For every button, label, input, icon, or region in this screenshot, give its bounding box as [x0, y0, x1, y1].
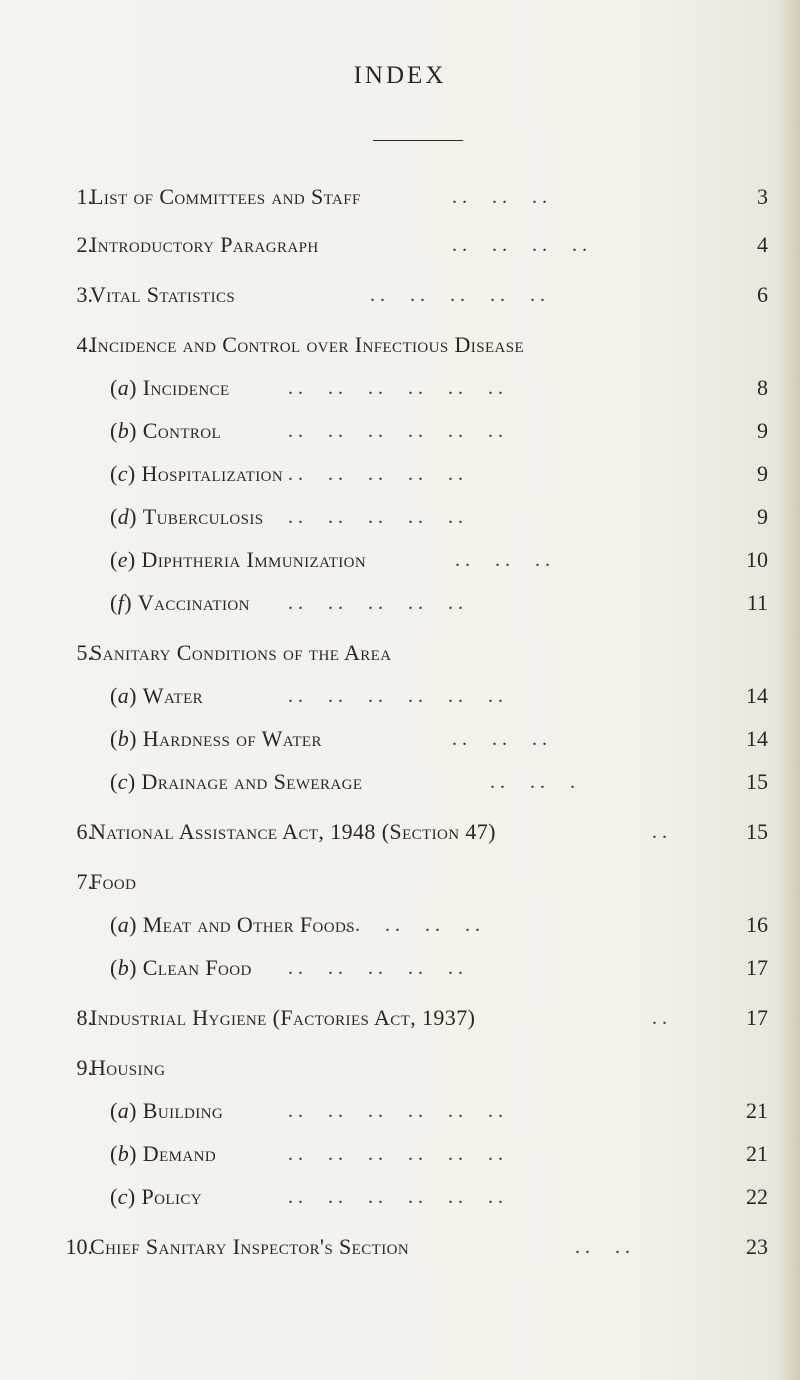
entry-label: List of Committees and Staff [90, 184, 361, 209]
index-entry [0, 1001, 800, 1035]
entry-label: Food [90, 869, 137, 894]
entry-label: National Assistance Act, 1948 (Section 47) [90, 819, 496, 844]
entry-letter: a [117, 912, 130, 937]
entry-text: Demand [142, 1141, 217, 1166]
dot-leader: . . [652, 821, 667, 843]
entry-label: (b) Demand [110, 1141, 217, 1166]
dot-leader: . . . . . . . . . . [288, 463, 463, 485]
entry-text: Hardness of Water [142, 726, 322, 751]
entry-number: 10. [65, 1234, 93, 1259]
index-entry [0, 1094, 800, 1128]
entry-number: 1. [76, 184, 93, 209]
index-entry [0, 1051, 800, 1085]
dot-leader: . . . . . . . . . . . . [288, 1186, 503, 1208]
dot-leader: . . . . . . . . . . [288, 506, 463, 528]
entry-letter: c [117, 1184, 128, 1209]
entry-letter: c [117, 769, 128, 794]
index-entry [0, 1180, 800, 1214]
dot-leader: . . . . . . . . . . [288, 957, 463, 979]
index-entry [0, 278, 800, 312]
page-number: 8 [757, 375, 768, 400]
entry-text: Vaccination [137, 590, 250, 615]
entry-text: Meat and Other Foods [142, 912, 355, 937]
entry-letter: a [117, 683, 130, 708]
page-number: 14 [746, 683, 768, 708]
entry-number: 8. [76, 1005, 93, 1030]
entry-label: (a) Building [110, 1098, 224, 1123]
entry-label: (a) Meat and Other Foods [110, 912, 355, 937]
page-number: 6 [757, 282, 768, 307]
entry-text: Incidence [142, 375, 230, 400]
entry-letter: b [117, 418, 130, 443]
dot-leader: . . . . . [490, 771, 575, 793]
entry-label: Chief Sanitary Inspector's Section [90, 1234, 410, 1259]
dot-leader: . . . . . . . . [345, 914, 480, 936]
entry-letter: a [117, 1098, 130, 1123]
page-number: 17 [746, 1005, 768, 1030]
index-entry [0, 908, 800, 942]
dot-leader: . . . . [575, 1236, 630, 1258]
entry-letter: e [117, 547, 128, 572]
entry-letter: b [117, 955, 130, 980]
entry-text: Tuberculosis [142, 504, 264, 529]
index-entry [0, 679, 800, 713]
page-number: 3 [757, 184, 768, 209]
entry-text: Drainage and Sewerage [141, 769, 363, 794]
entry-number: 5. [76, 640, 93, 665]
dot-leader: . . . . . . . . . . [370, 284, 545, 306]
page-number: 15 [746, 769, 768, 794]
page-number: 9 [757, 418, 768, 443]
entry-number: 3. [76, 282, 93, 307]
dot-leader: . . . . . . [455, 549, 550, 571]
entry-number: 2. [76, 232, 93, 257]
entry-text: Building [142, 1098, 224, 1123]
index-entry [0, 457, 800, 491]
dot-leader: . . . . . . . . . . . . [288, 1100, 503, 1122]
page-number: 23 [746, 1234, 768, 1259]
entry-label: (b) Control [110, 418, 222, 443]
entry-label: (d) Tuberculosis [110, 504, 264, 529]
entry-letter: f [117, 590, 125, 615]
index-entry [0, 180, 800, 214]
page-number: 11 [746, 590, 768, 615]
index-entry [0, 636, 800, 670]
dot-leader: . . . . . . . . . . . . [288, 1143, 503, 1165]
dot-leader: . . . . . . . . . . [288, 592, 463, 614]
entry-label: Sanitary Conditions of the Area [90, 640, 392, 665]
index-entry [0, 414, 800, 448]
dot-leader: . . . . . . [452, 186, 547, 208]
dot-leader: . . [652, 1007, 667, 1029]
entry-label: (c) Hospitalization [110, 461, 284, 486]
index-entry [0, 765, 800, 799]
index-entry [0, 865, 800, 899]
page-number: 17 [746, 955, 768, 980]
entry-label: Housing [90, 1055, 166, 1080]
entry-number: 9. [76, 1055, 93, 1080]
index-entry [0, 500, 800, 534]
entry-label: (f) Vaccination [110, 590, 250, 615]
entry-number: 4. [76, 332, 93, 357]
entry-text: Control [142, 418, 222, 443]
page-number: 4 [757, 232, 768, 257]
page-number: 22 [746, 1184, 768, 1209]
index-entry [0, 815, 800, 849]
entry-letter: c [117, 461, 128, 486]
entry-text: Clean Food [142, 955, 252, 980]
index-entry [0, 1230, 800, 1264]
entry-label: (b) Clean Food [110, 955, 252, 980]
page-number: 14 [746, 726, 768, 751]
index-entry [0, 543, 800, 577]
entry-label: Incidence and Control over Infectious Disease [90, 332, 525, 357]
dot-leader: . . . . . . . . . . . . [288, 377, 503, 399]
page-number: 15 [746, 819, 768, 844]
index-entry [0, 951, 800, 985]
entry-letter: d [117, 504, 130, 529]
dot-leader: . . . . . . [452, 728, 547, 750]
entry-letter: b [117, 1141, 130, 1166]
index-entry [0, 722, 800, 756]
entry-label: Vital Statistics [90, 282, 236, 307]
dot-leader: . . . . . . . . . . . . [288, 685, 503, 707]
entry-text: Policy [141, 1184, 203, 1209]
entry-number: 7. [76, 869, 93, 894]
page-number: 16 [746, 912, 768, 937]
index-entry [0, 228, 800, 262]
entry-label: (e) Diphtheria Immunization [110, 547, 367, 572]
entry-label: Introductory Paragraph [90, 232, 319, 257]
page-number: 10 [746, 547, 768, 572]
entry-label: (b) Hardness of Water [110, 726, 322, 751]
entry-text: Diphtheria Immunization [141, 547, 367, 572]
entry-label: (a) Water [110, 683, 204, 708]
page-number: 21 [746, 1098, 768, 1123]
title-divider [373, 140, 463, 141]
dot-leader: . . . . . . . . [452, 234, 587, 256]
entry-number: 6. [76, 819, 93, 844]
index-entry [0, 328, 800, 362]
entry-label: Industrial Hygiene (Factories Act, 1937) [90, 1005, 476, 1030]
dot-leader: . . . . . . . . . . . . [288, 420, 503, 442]
entry-letter: b [117, 726, 130, 751]
entry-text: Water [142, 683, 204, 708]
index-entry [0, 1137, 800, 1171]
page-number: 21 [746, 1141, 768, 1166]
page-number: 9 [757, 461, 768, 486]
index-entry [0, 371, 800, 405]
page-number: 9 [757, 504, 768, 529]
page-title: INDEX [353, 62, 447, 89]
entry-text: Hospitalization [141, 461, 284, 486]
index-entry [0, 586, 800, 620]
entry-letter: a [117, 375, 130, 400]
entry-label: (c) Policy [110, 1184, 203, 1209]
entry-label: (c) Drainage and Sewerage [110, 769, 363, 794]
entry-label: (a) Incidence [110, 375, 230, 400]
